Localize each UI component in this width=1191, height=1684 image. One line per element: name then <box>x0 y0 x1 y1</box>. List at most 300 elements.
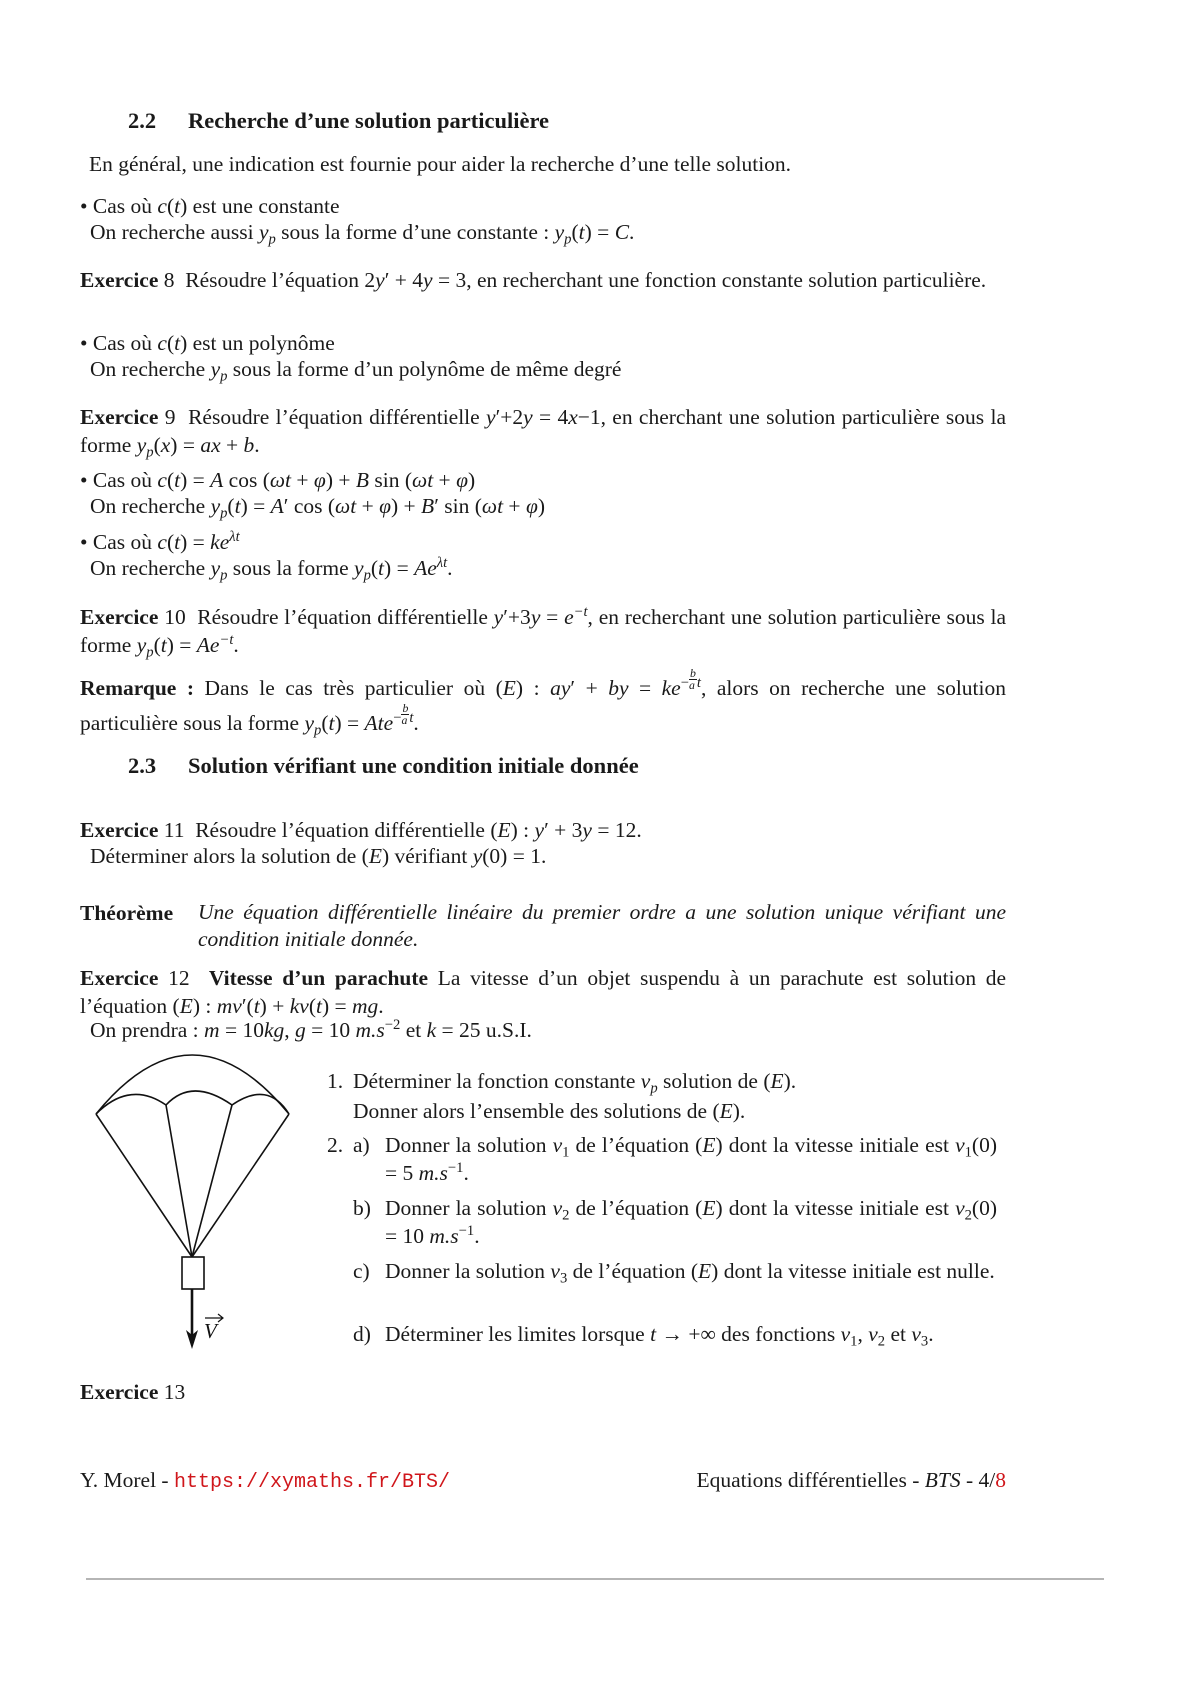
math-symbol: Ae <box>196 633 220 657</box>
math-symbol: φ <box>379 494 391 518</box>
math-symbol: y <box>534 818 545 842</box>
text-run: , <box>284 1018 295 1042</box>
superscript: − <box>680 675 689 692</box>
question-number: 1. <box>327 1069 344 1093</box>
text-run: . <box>254 433 260 457</box>
text-run: Cas où <box>92 194 158 218</box>
math-symbol: Ate <box>364 711 394 736</box>
math-symbol: t <box>650 1322 657 1346</box>
footer-author: Y. Morel - <box>80 1468 174 1492</box>
subscript: p <box>650 1080 658 1097</box>
question-2c <box>327 1257 1007 1285</box>
text-run: → +∞ des fonctions <box>656 1322 841 1346</box>
footer-left <box>80 1466 450 1497</box>
math-symbol: m.s <box>429 1224 459 1248</box>
text-run: . <box>474 1224 480 1248</box>
text-run: Déterminer alors la solution de ( <box>90 844 369 868</box>
superscript: t <box>696 675 701 692</box>
math-symbol: mg <box>352 994 379 1018</box>
payload-box <box>182 1257 204 1289</box>
text-run: sin ( <box>369 468 413 492</box>
text-run: + <box>503 494 526 518</box>
text-run: ) + <box>391 494 422 518</box>
sub-question-text <box>385 1320 934 1348</box>
text-run: On recherche <box>90 494 211 518</box>
text-run: ) = <box>240 494 271 518</box>
case-heading <box>93 194 340 218</box>
bullet: • <box>80 194 88 218</box>
math-symbol: y <box>493 605 504 629</box>
math-symbol: b <box>243 433 255 457</box>
subscript: 2 <box>562 1207 570 1224</box>
case-exponential <box>80 528 453 582</box>
subscript: p <box>220 368 228 385</box>
math-symbol: x <box>160 433 171 457</box>
text-run: ) est une constante <box>180 194 340 218</box>
subscript: p <box>220 567 228 584</box>
exercise-label: Exercice <box>80 966 159 990</box>
math-symbol: v <box>840 1322 851 1346</box>
math-symbol: ωt <box>335 494 357 518</box>
text-run: ) = <box>321 994 353 1018</box>
math-symbol: ke <box>210 530 230 554</box>
text-run: Dans le cas très particulier où ( <box>204 676 503 701</box>
math-symbol: v <box>911 1322 921 1346</box>
sub-question-text <box>385 1194 997 1250</box>
math-symbol: y <box>136 633 147 657</box>
math-symbol: kg <box>263 1018 285 1042</box>
superscript: −1 <box>458 1222 475 1239</box>
superscript: −2 <box>384 1016 401 1033</box>
text-run: . <box>928 1322 934 1346</box>
text-run: ) + <box>325 468 356 492</box>
suspension-line-3 <box>192 1105 232 1257</box>
text-run: ′ + 3 <box>544 818 583 842</box>
subscript: p <box>146 444 154 461</box>
math-symbol: A <box>210 468 224 492</box>
text-run: On recherche <box>90 556 211 580</box>
text-run: ′+2 <box>495 405 524 429</box>
case-polynomial <box>80 329 621 383</box>
superscript: −t <box>573 603 588 620</box>
text-run: . <box>413 711 419 736</box>
math-symbol: ay <box>550 676 571 701</box>
exercise-12 <box>80 964 1006 1020</box>
math-symbol: y <box>304 711 315 736</box>
section-number: 2.3 <box>128 753 157 778</box>
math-symbol: B <box>355 468 370 492</box>
text-run: + <box>291 468 314 492</box>
exercise-title: Vitesse d’un parachute <box>208 966 429 990</box>
footer-url-link[interactable]: https://xymaths.fr/BTS/ <box>173 1471 451 1494</box>
math-symbol: m.s <box>355 1018 385 1042</box>
text-run: Donner la solution <box>385 1259 551 1283</box>
math-symbol: ωt <box>412 468 434 492</box>
case-heading <box>93 468 475 492</box>
case-trigonometric <box>80 466 545 520</box>
case-body <box>80 218 634 246</box>
superscript: λt <box>229 528 240 545</box>
math-symbol: v <box>868 1322 878 1346</box>
bullet: • <box>80 331 88 355</box>
exercise-number: 13 <box>163 1380 186 1404</box>
math-symbol: kv <box>289 994 309 1018</box>
text-run: ) : <box>510 818 535 842</box>
text-run: et <box>885 1322 912 1346</box>
text-run: Déterminer la fonction constante <box>353 1069 641 1093</box>
subscript: 3 <box>559 1270 568 1287</box>
text-run: ′ cos ( <box>283 494 336 518</box>
exercise-text <box>195 818 642 842</box>
case-heading <box>93 530 240 554</box>
math-symbol: y <box>582 818 592 842</box>
math-symbol: E <box>502 676 516 701</box>
text-run: ) = <box>170 433 201 457</box>
math-symbol: c <box>157 194 167 218</box>
math-symbol: k <box>426 1018 437 1042</box>
section-title: Recherche d’une solution particulière <box>188 108 550 133</box>
text-run: Cas où <box>92 530 158 554</box>
math-symbol: mv <box>216 994 242 1018</box>
sub-question-letter: b) <box>353 1196 371 1220</box>
text-run: ( <box>166 331 175 355</box>
text-run: = <box>628 676 662 701</box>
text-run: ) = <box>334 711 365 736</box>
superscript: −1 <box>447 1159 464 1176</box>
vector-label: V <box>204 1319 217 1343</box>
text-run: ( <box>153 633 161 657</box>
text-run: = 10 <box>219 1018 264 1042</box>
math-symbol: v <box>550 1259 560 1283</box>
text-run: Résoudre l’équation différentielle ( <box>195 818 498 842</box>
text-run: , <box>857 1322 869 1346</box>
superscript: − <box>393 710 402 727</box>
text-run: ) est un polynôme <box>180 331 335 355</box>
sub-question-text <box>385 1131 997 1187</box>
text-run: Résoudre l’équation 2 <box>185 268 376 292</box>
math-symbol: t <box>253 994 260 1018</box>
text-run: ( <box>571 220 579 244</box>
question-2 <box>327 1131 1007 1348</box>
text-run: ) dont la vitesse initiale est nulle. <box>711 1259 995 1283</box>
text-run: ′ + 4 <box>384 268 424 292</box>
remark-label: Remarque : <box>80 676 195 701</box>
text-run: sous la forme <box>227 556 355 580</box>
math-symbol: φ <box>525 494 538 518</box>
footer-level: BTS <box>924 1468 961 1492</box>
math-symbol: E <box>497 818 511 842</box>
exercise-11 <box>80 816 642 870</box>
question-2d <box>327 1320 1007 1348</box>
math-symbol: c <box>157 331 167 355</box>
exercise-number: 8 <box>163 268 175 292</box>
section-heading-2-2 <box>128 108 549 134</box>
text-run: −1, en cherchant une solution particulière sous la forme <box>80 405 1006 457</box>
text-run: On recherche <box>90 357 211 381</box>
text-run: ). <box>783 1069 797 1093</box>
text-run: et <box>400 1018 427 1042</box>
math-symbol: c <box>157 530 167 554</box>
math-symbol: t <box>378 556 385 580</box>
theorem-label: Théorème <box>80 901 174 925</box>
math-symbol: y <box>354 556 364 580</box>
math-symbol: E <box>702 1196 716 1220</box>
text-run: sous la forme d’une constante : <box>275 220 555 244</box>
math-symbol: y <box>375 268 385 292</box>
text-run: . <box>463 1161 469 1185</box>
question-text <box>353 1069 797 1097</box>
exercise-13 <box>80 1378 185 1406</box>
subscript: 1 <box>562 1144 570 1161</box>
subscript: p <box>268 231 276 248</box>
text-run: ( <box>227 494 235 518</box>
footer-divider <box>86 1578 1104 1580</box>
math-symbol: E <box>702 1133 716 1157</box>
sub-question-letter: d) <box>353 1322 371 1346</box>
text-run: ( <box>321 711 329 736</box>
text-run: (0) = 10 <box>385 1196 997 1248</box>
math-symbol: φ <box>313 468 326 492</box>
math-symbol: e <box>564 605 574 629</box>
text-run: La vitesse d’un objet suspendu à un parachute est solution de l’équation ( <box>80 966 1007 1018</box>
text-run: . <box>233 633 239 657</box>
text-run: . <box>378 994 384 1018</box>
exercise-10 <box>80 603 1006 659</box>
footer-separator: - <box>960 1468 979 1492</box>
math-symbol: C <box>614 220 630 244</box>
suspension-line-1 <box>96 1114 192 1257</box>
text-run: ) : <box>192 994 217 1018</box>
text-run: ′ + <box>570 676 609 701</box>
text-run: Donner la solution <box>385 1196 553 1220</box>
text-run: , en recherchant une solution particulière sous la forme <box>80 605 1006 657</box>
math-symbol: E <box>179 994 193 1018</box>
fraction: $\frac{b}{a}$ <box>401 701 409 727</box>
question-2b <box>327 1194 1007 1248</box>
math-symbol: c <box>157 468 167 492</box>
math-symbol: t <box>174 468 181 492</box>
text-run: ( <box>166 468 175 492</box>
math-symbol: v <box>640 1069 651 1093</box>
text-run: On recherche aussi <box>90 220 259 244</box>
math-symbol: t <box>315 994 322 1018</box>
case-body <box>80 492 545 520</box>
math-symbol: t <box>328 711 335 736</box>
math-symbol: v <box>955 1133 965 1157</box>
canopy-lobe-right <box>232 1094 289 1114</box>
text-run: de l’équation ( <box>569 1133 703 1157</box>
section-heading-2-3 <box>128 753 639 779</box>
text-run: ′ sin ( <box>434 494 482 518</box>
text-run: ) <box>467 468 476 492</box>
math-symbol: t <box>160 633 167 657</box>
text-run: Donner la solution <box>385 1133 553 1157</box>
text-run: On prendra : <box>90 1018 205 1042</box>
math-symbol: v <box>955 1196 965 1220</box>
text-run: sous la forme d’un polynôme de même degré <box>227 357 622 381</box>
text-run: de l’équation ( <box>569 1196 703 1220</box>
math-symbol: y <box>486 405 496 429</box>
exercise-label: Exercice <box>80 818 159 842</box>
footer-course: Equations différentielles - <box>696 1468 925 1492</box>
math-symbol: φ <box>456 468 468 492</box>
math-symbol: g <box>295 1018 306 1042</box>
text-run: = 25 u.S.I. <box>436 1018 532 1042</box>
exercise-number: 11 <box>163 818 185 842</box>
exercise-9 <box>80 403 1006 459</box>
text-run: ( <box>370 556 379 580</box>
text-run: ) = <box>180 530 211 554</box>
math-symbol: y <box>210 556 221 580</box>
subscript: 1 <box>964 1144 972 1161</box>
fraction: $\frac{b}{a}$ <box>688 666 696 692</box>
text-run: = 12. <box>591 818 642 842</box>
text-run: + <box>220 433 244 457</box>
remark-text <box>80 666 1007 739</box>
suspension-line-4 <box>192 1114 289 1257</box>
exercise-text <box>80 405 1006 461</box>
math-symbol: y <box>523 405 533 429</box>
exercise-label: Exercice <box>80 268 159 292</box>
case-heading <box>93 331 335 355</box>
exercise-8 <box>80 266 1006 294</box>
canopy-lobe-left <box>96 1094 166 1114</box>
subscript: p <box>220 505 228 522</box>
math-symbol: y <box>210 357 221 381</box>
exercise-text <box>185 268 986 292</box>
math-symbol: E <box>770 1069 784 1093</box>
math-symbol: y <box>136 433 147 457</box>
subscript: p <box>314 722 322 739</box>
subscript: 3 <box>920 1333 929 1350</box>
question-text-line2 <box>327 1097 1007 1125</box>
math-symbol: m.s <box>418 1161 448 1185</box>
text-run: + <box>356 494 380 518</box>
question-number: 2. <box>327 1133 344 1157</box>
math-symbol: y <box>554 220 565 244</box>
math-symbol: Ae <box>414 556 437 580</box>
exercise-number: 10 <box>164 605 186 629</box>
math-symbol: v <box>552 1196 563 1220</box>
text-run: ) = <box>166 633 197 657</box>
text-run: ′+3 <box>503 605 531 629</box>
text-run: Cas où <box>92 468 158 492</box>
text-run: Déterminer les limites lorsque <box>385 1322 651 1346</box>
text-run: ) dont la vitesse initiale est <box>715 1196 956 1220</box>
text-run: Résoudre l’équation différentielle <box>188 405 487 429</box>
text-run: + <box>433 468 457 492</box>
math-symbol: y <box>530 605 541 629</box>
text-run: ′( <box>241 994 254 1018</box>
question-2a <box>327 1131 1007 1185</box>
text-run: , alors on recherche une solution particulière sous la forme <box>80 676 1007 736</box>
case-body <box>80 554 453 582</box>
math-symbol: t <box>174 530 181 554</box>
math-symbol: E <box>368 844 382 868</box>
text-run: . <box>447 556 453 580</box>
footer-right <box>696 1466 1006 1494</box>
subscript: p <box>564 231 572 248</box>
question-1 <box>327 1067 1007 1125</box>
exercise-number: 9 <box>164 405 176 429</box>
text-run: Résoudre l’équation différentielle <box>197 605 494 629</box>
math-symbol: v <box>552 1133 563 1157</box>
suspension-line-2 <box>166 1105 192 1257</box>
math-symbol: y <box>423 268 433 292</box>
subscript: p <box>363 567 371 584</box>
sub-question-letter: a) <box>353 1133 370 1157</box>
math-symbol: ax <box>200 433 221 457</box>
case-body <box>80 355 621 383</box>
math-symbol: t <box>174 331 181 355</box>
text-run: ( <box>153 433 161 457</box>
subscript: 1 <box>850 1333 858 1350</box>
section-title: Solution vérifiant une condition initiale donnée <box>188 753 639 778</box>
math-symbol: by <box>608 676 629 701</box>
math-symbol: x <box>568 405 578 429</box>
canopy-outer-arc <box>96 1055 289 1114</box>
text-run: ) = <box>384 556 415 580</box>
math-symbol: t <box>234 494 241 518</box>
text-run: ) : <box>515 676 551 701</box>
math-symbol: y <box>472 844 483 868</box>
math-symbol: m <box>204 1018 220 1042</box>
text-run: ( <box>166 194 175 218</box>
theorem <box>80 899 1010 953</box>
sub-question-letter: c) <box>353 1259 370 1283</box>
text-run: ( <box>308 994 316 1018</box>
math-symbol: E <box>719 1099 733 1123</box>
exercise-label: Exercice <box>80 405 159 429</box>
superscript: λt <box>436 554 448 571</box>
math-symbol: E <box>698 1259 712 1283</box>
exercise-text <box>80 603 1006 661</box>
remark <box>80 668 1006 738</box>
text-run: ). <box>732 1099 746 1123</box>
text-run: (0) = 5 <box>385 1133 997 1185</box>
case-constant <box>80 192 634 246</box>
math-symbol: ωt <box>269 468 292 492</box>
math-symbol: B <box>421 494 435 518</box>
math-symbol: t <box>174 194 181 218</box>
math-symbol: A <box>270 494 284 518</box>
bullet: • <box>80 468 88 492</box>
subscript: 2 <box>877 1333 886 1350</box>
bullet: • <box>80 530 88 554</box>
text-run: = <box>540 605 565 629</box>
subscript: p <box>146 644 154 661</box>
text-run: cos ( <box>223 468 270 492</box>
math-symbol: y <box>258 220 269 244</box>
text-run: ) = <box>584 220 615 244</box>
text-run: ) vérifiant <box>381 844 473 868</box>
intro-paragraph: En général, une indication est fournie pour aider la recherche d’une telle solution. <box>89 152 792 176</box>
text-run: ) dont la vitesse initiale est <box>715 1133 956 1157</box>
text-run: ) + <box>259 994 290 1018</box>
text-run: (0) = 1. <box>482 844 547 868</box>
superscript: −t <box>219 631 234 648</box>
exercise-12-given <box>90 1016 532 1044</box>
footer-page-total-link[interactable]: 8 <box>995 1468 1006 1492</box>
text-run: = 3, en recherchant une fonction constante solution particulière. <box>432 268 987 292</box>
exercise-text-line2 <box>80 842 642 870</box>
canopy-lobe-middle <box>166 1091 232 1105</box>
exercise-label: Exercice <box>80 605 159 629</box>
text-run: ( <box>166 530 175 554</box>
text-run: ) <box>537 494 546 518</box>
subscript: 2 <box>964 1207 972 1224</box>
math-symbol: t <box>578 220 585 244</box>
